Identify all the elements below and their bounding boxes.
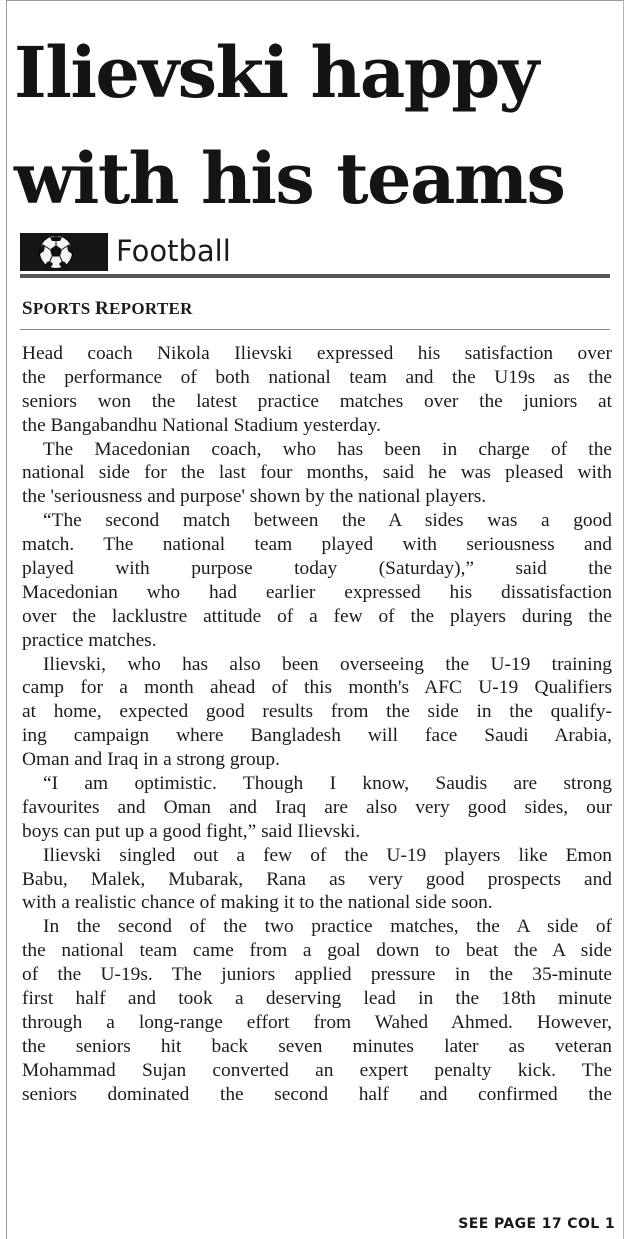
article-line: the seniors hit back seven minutes later as veteran (22, 1035, 612, 1057)
section-rule (20, 274, 610, 278)
article-line: Ilievski, who has also been overseeing the U-19 training (43, 653, 612, 675)
byline-initial-1: S (22, 298, 33, 319)
article-line: seniors dominated the second half and confirmed the (22, 1083, 612, 1105)
article-line: Macedonian who had earlier expressed his dissatisfaction (22, 581, 612, 603)
article-line: favourites and Oman and Iraq are also very good sides, our (22, 796, 612, 818)
article-line: the 'seriousness and purpose' shown by the national players. (22, 486, 487, 508)
article-line: camp for a month ahead of this month's AFC U-19 Qualifiers (22, 677, 612, 699)
article-line: practice matches. (22, 629, 157, 651)
article-line: Oman and Iraq in a strong group. (22, 749, 280, 771)
article-line: ing campaign where Bangladesh will face Saudi Arabia, (22, 725, 612, 747)
article-line: through a long-range effort from Wahed Ahmed. However, (22, 1011, 612, 1033)
article-line: The Macedonian coach, who has been in charge of the (43, 438, 612, 460)
article-line: over the lacklustre attitude of a few of the players during the (22, 605, 612, 627)
article-line: match. The national team played with seriousness and (22, 534, 612, 556)
article-line: “The second match between the A sides was a good (43, 510, 612, 532)
headline-line-1: Ilievski happy (14, 31, 538, 114)
article-line: the performance of both national team and the U19s as the (22, 366, 612, 388)
article-line: first half and took a deserving lead in the 18th minute (22, 988, 612, 1010)
article-line: the national team came from a goal down to beat the A side (22, 940, 612, 962)
clipping-left-border (6, 0, 7, 1239)
article-line: Mohammad Sujan converted an expert penalty kick. The (22, 1059, 612, 1081)
article-line: “I am optimistic. Though I know, Saudis are strong (43, 773, 612, 795)
continuation-note: SEE PAGE 17 COL 1 (458, 1216, 615, 1232)
article-line: of the U-19s. The juniors applied pressure in the 35-minute (22, 964, 612, 986)
article-line: with a realistic chance of making it to the national side soon. (22, 892, 493, 914)
section-name: Football (116, 234, 231, 268)
section-label (20, 230, 610, 276)
clipping-top-border (6, 0, 624, 1)
article-line: national side for the last four months, said he was pleased with (22, 462, 612, 484)
headline-line-2: with his teams (14, 137, 565, 220)
headline (14, 20, 619, 232)
article-line: at home, expected good results from the side in the qualify- (22, 701, 612, 723)
byline-rule (20, 329, 610, 330)
article-line: Ilievski singled out a few of the U-19 players like Emon (43, 844, 612, 866)
article-line: played with purpose today (Saturday),” said the (22, 558, 612, 580)
article-line: Head coach Nikola Ilievski expressed his satisfaction over (22, 343, 612, 364)
clipping-right-border (623, 0, 624, 1239)
article-line: Babu, Malek, Mubarak, Rana as very good prospects and (22, 868, 612, 890)
football-icon (36, 234, 76, 270)
article-line: seniors won the latest practice matches over the juniors at (22, 390, 612, 412)
article-line: boys can put up a good fight,” said Ilievski. (22, 820, 361, 842)
byline (22, 298, 193, 320)
article-body (22, 342, 612, 1107)
byline-initial-2: R (95, 298, 110, 319)
byline-word-1: PORTS (32, 299, 96, 318)
article-line: the Bangabandhu National Stadium yesterday. (22, 414, 381, 436)
article-line: In the second of the two practice matches, the A side of (43, 916, 612, 938)
byline-word-2: EPORTER (109, 299, 193, 318)
section-icon-block (20, 233, 108, 271)
